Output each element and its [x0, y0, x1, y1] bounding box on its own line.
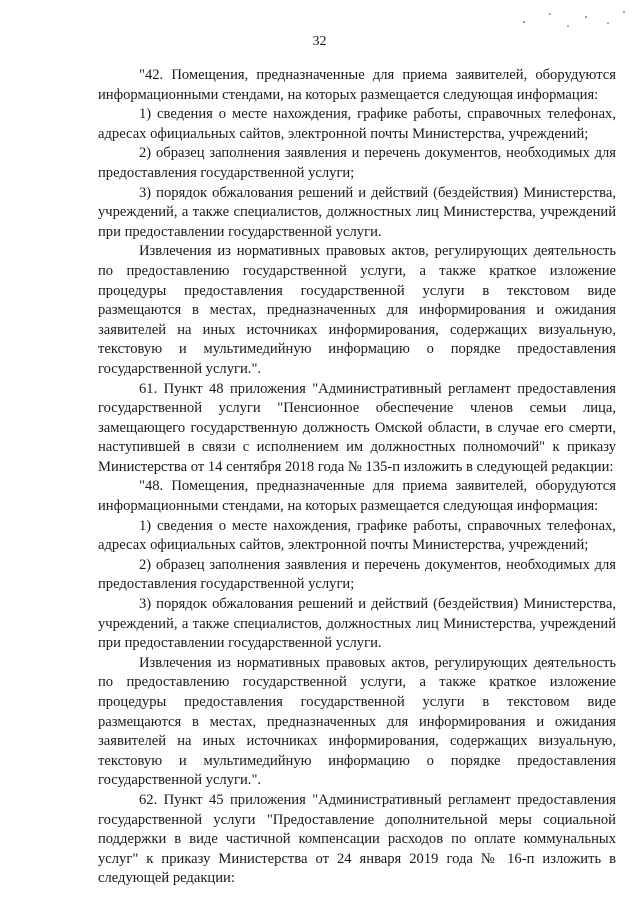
paragraph: 62. Пункт 45 приложения "Административный регламент предоставления государственной услуги "Предоставление дополнительной меры социальной поддержки в виде частичной компенсации расходов по оплате коммунальных услуг" к приказу Министерства от 24 января 2019 года № 16-п изложить в следующей редакции: [98, 791, 616, 887]
paragraph: "42. Помещения, предназначенные для приема заявителей, оборудуются информационными стендами, на которых размещается следующая информация: [98, 67, 616, 103]
scan-artifact-dots [520, 8, 630, 32]
paragraph: "48. Помещения, предназначенные для приема заявителей, оборудуются информационными стендами, на которых размещается следующая информация: [98, 478, 616, 515]
paragraph: Извлечения из нормативных правовых актов, регулирующих деятельность по предоставлению государственной услуги, а также краткое изложение процедуры предоставления государственной услуги в текстовом виде размещаются в местах, предназначенных для информирования и ожидания заявителей на иных источниках информирования, содержащих визуальную, текстовую и мультимедийную информацию о порядке предоставления государственной услуги.". [98, 654, 616, 789]
paragraph: 3) порядок обжалования решений и действий (бездействия) Министерства, учреждений, а также специалистов, должностных лиц Министерства, учреждений при предоставлении государственной услуги. [98, 184, 616, 240]
paragraph: 61. Пункт 48 приложения "Административный регламент предоставления государственной услуги "Пенсионное обеспечение членов семьи лица, замещающего государственную должность Омской области, в случае его смерти, наступившей в связи с исполнением им должностных полномочий" к приказу Министерства от 14 сентября 2018 года № 135-п изложить в следующей редакции: [98, 380, 616, 475]
paragraph: 3) порядок обжалования решений и действий (бездействия) Министерства, учреждений, а также специалистов, должностных лиц Министерства, учреждений при предоставлении государственной услуги. [98, 596, 616, 652]
paragraph: 2) образец заполнения заявления и перечень документов, необходимых для предоставления государственной услуги; [98, 556, 616, 593]
paragraph: 1) сведения о месте нахождения, графике работы, справочных телефонах, адресах официальных сайтов, электронной почты Министерства, учреждений; [98, 106, 616, 142]
document-body [98, 66, 616, 889]
paragraph: Извлечения из нормативных правовых актов, регулирующих деятельность по предоставлению государственной услуги, а также краткое изложение процедуры предоставления государственной услуги в текстовом виде размещаются в местах, предназначенных для информирования и ожидания заявителей на иных источниках информирования, содержащих визуальную, текстовую и мультимедийную информацию о порядке предоставления государственной услуги.". [98, 243, 616, 377]
paragraph: 1) сведения о месте нахождения, графике работы, справочных телефонах, адресах официальных сайтов, электронной почты Министерства, учреждений; [98, 517, 616, 554]
paragraph: 2) образец заполнения заявления и перечень документов, необходимых для предоставления государственной услуги; [98, 145, 616, 181]
page-number: 32 [312, 34, 327, 49]
